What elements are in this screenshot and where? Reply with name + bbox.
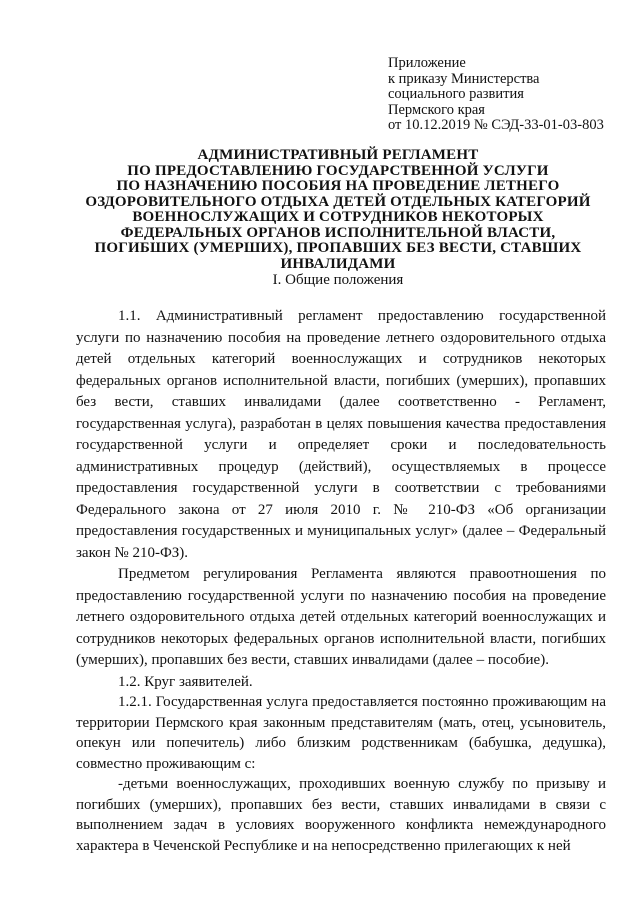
appendix-line: Пермского края bbox=[388, 101, 485, 118]
title-line: ОЗДОРОВИТЕЛЬНОГО ОТДЫХА ДЕТЕЙ ОТДЕЛЬНЫХ КАТЕГОРИЙ bbox=[85, 193, 591, 210]
appendix-block bbox=[388, 56, 604, 134]
title-line: ФЕДЕРАЛЬНЫХ ОРГАНОВ ИСПОЛНИТЕЛЬНОЙ ВЛАСТИ, bbox=[120, 224, 556, 241]
appendix-line: к приказу Министерства bbox=[388, 70, 540, 87]
paragraph: 1.2. Круг заявителей. bbox=[118, 673, 253, 690]
appendix-order-number: от 10.12.2019 № СЭД-33-01-03-803 bbox=[388, 117, 604, 133]
title-line: ИНВАЛИДАМИ bbox=[280, 255, 396, 272]
appendix-line: Приложение bbox=[388, 55, 466, 71]
section-heading: I. Общие положения bbox=[272, 272, 404, 288]
paragraph: -детьми военнослужащих, проходивших военную службу по призыву и погибших (умерших), пропавших без вести, ставших инвалидами в связи с выполнением задач в условиях вооруженного конфликта немеждународного характера в Чеченской Республике и на непосредственно прилегающих к ней bbox=[76, 776, 606, 854]
appendix-line: социального развития bbox=[388, 86, 524, 102]
document-body bbox=[76, 306, 606, 856]
title-line: ВОЕННОСЛУЖАЩИХ И СОТРУДНИКОВ НЕКОТОРЫХ bbox=[132, 209, 544, 225]
title-line: ПО ПРЕДОСТАВЛЕНИЮ ГОСУДАРСТВЕННОЙ УСЛУГИ bbox=[127, 162, 549, 179]
paragraph: Предметом регулирования Регламента являются правоотношения по предоставлению государственной услуги по назначению пособия на проведение летнего оздоровительного отдыха детей отдельных категорий военнослужащих и сотрудников некоторых федеральных органов исполнительной власти, погибших (умерших), пропавших без вести, ставших инвалидами (далее – пособие). bbox=[76, 566, 606, 668]
paragraph: 1.1. Административный регламент предоставлению государственной услуги по назначению пособия на проведение летнего оздоровительного отдыха детей отдельных категорий военнослужащих и сотрудников некоторых федеральных органов исполнительной власти, погибших (умерших), пропавших без вести, ставших инвалидами (далее соответственно - Регламент, государственная услуга), разработан в целях повышения качества предоставления государственной услуги и определяет сроки и последовательность административных процедур (действий), осуществляемых в процессе предоставления государственной услуги в соответствии с требованиями Федерального закона от 27 июля 2010 г. № 210-ФЗ «Об организации предоставления государственных и муниципальных услуг» (далее – Федеральный закон № 210-ФЗ). bbox=[76, 308, 606, 561]
title-line: ПО НАЗНАЧЕНИЮ ПОСОБИЯ НА ПРОВЕДЕНИЕ ЛЕТНЕГО bbox=[116, 178, 560, 194]
paragraph: 1.2.1. Государственная услуга предоставляется постоянно проживающим на территории Пермского края законным представителям (мать, отец, усыновитель, опекун или попечитель) либо близким родственникам (бабушка, дедушка), совместно проживающим с: bbox=[76, 694, 606, 772]
title-line: ПОГИБШИХ (УМЕРШИХ), ПРОПАВШИХ БЕЗ ВЕСТИ, СТАВШИХ bbox=[94, 240, 582, 256]
title-line: АДМИНИСТРАТИВНЫЙ РЕГЛАМЕНТ bbox=[197, 147, 479, 163]
document-title bbox=[60, 148, 616, 272]
